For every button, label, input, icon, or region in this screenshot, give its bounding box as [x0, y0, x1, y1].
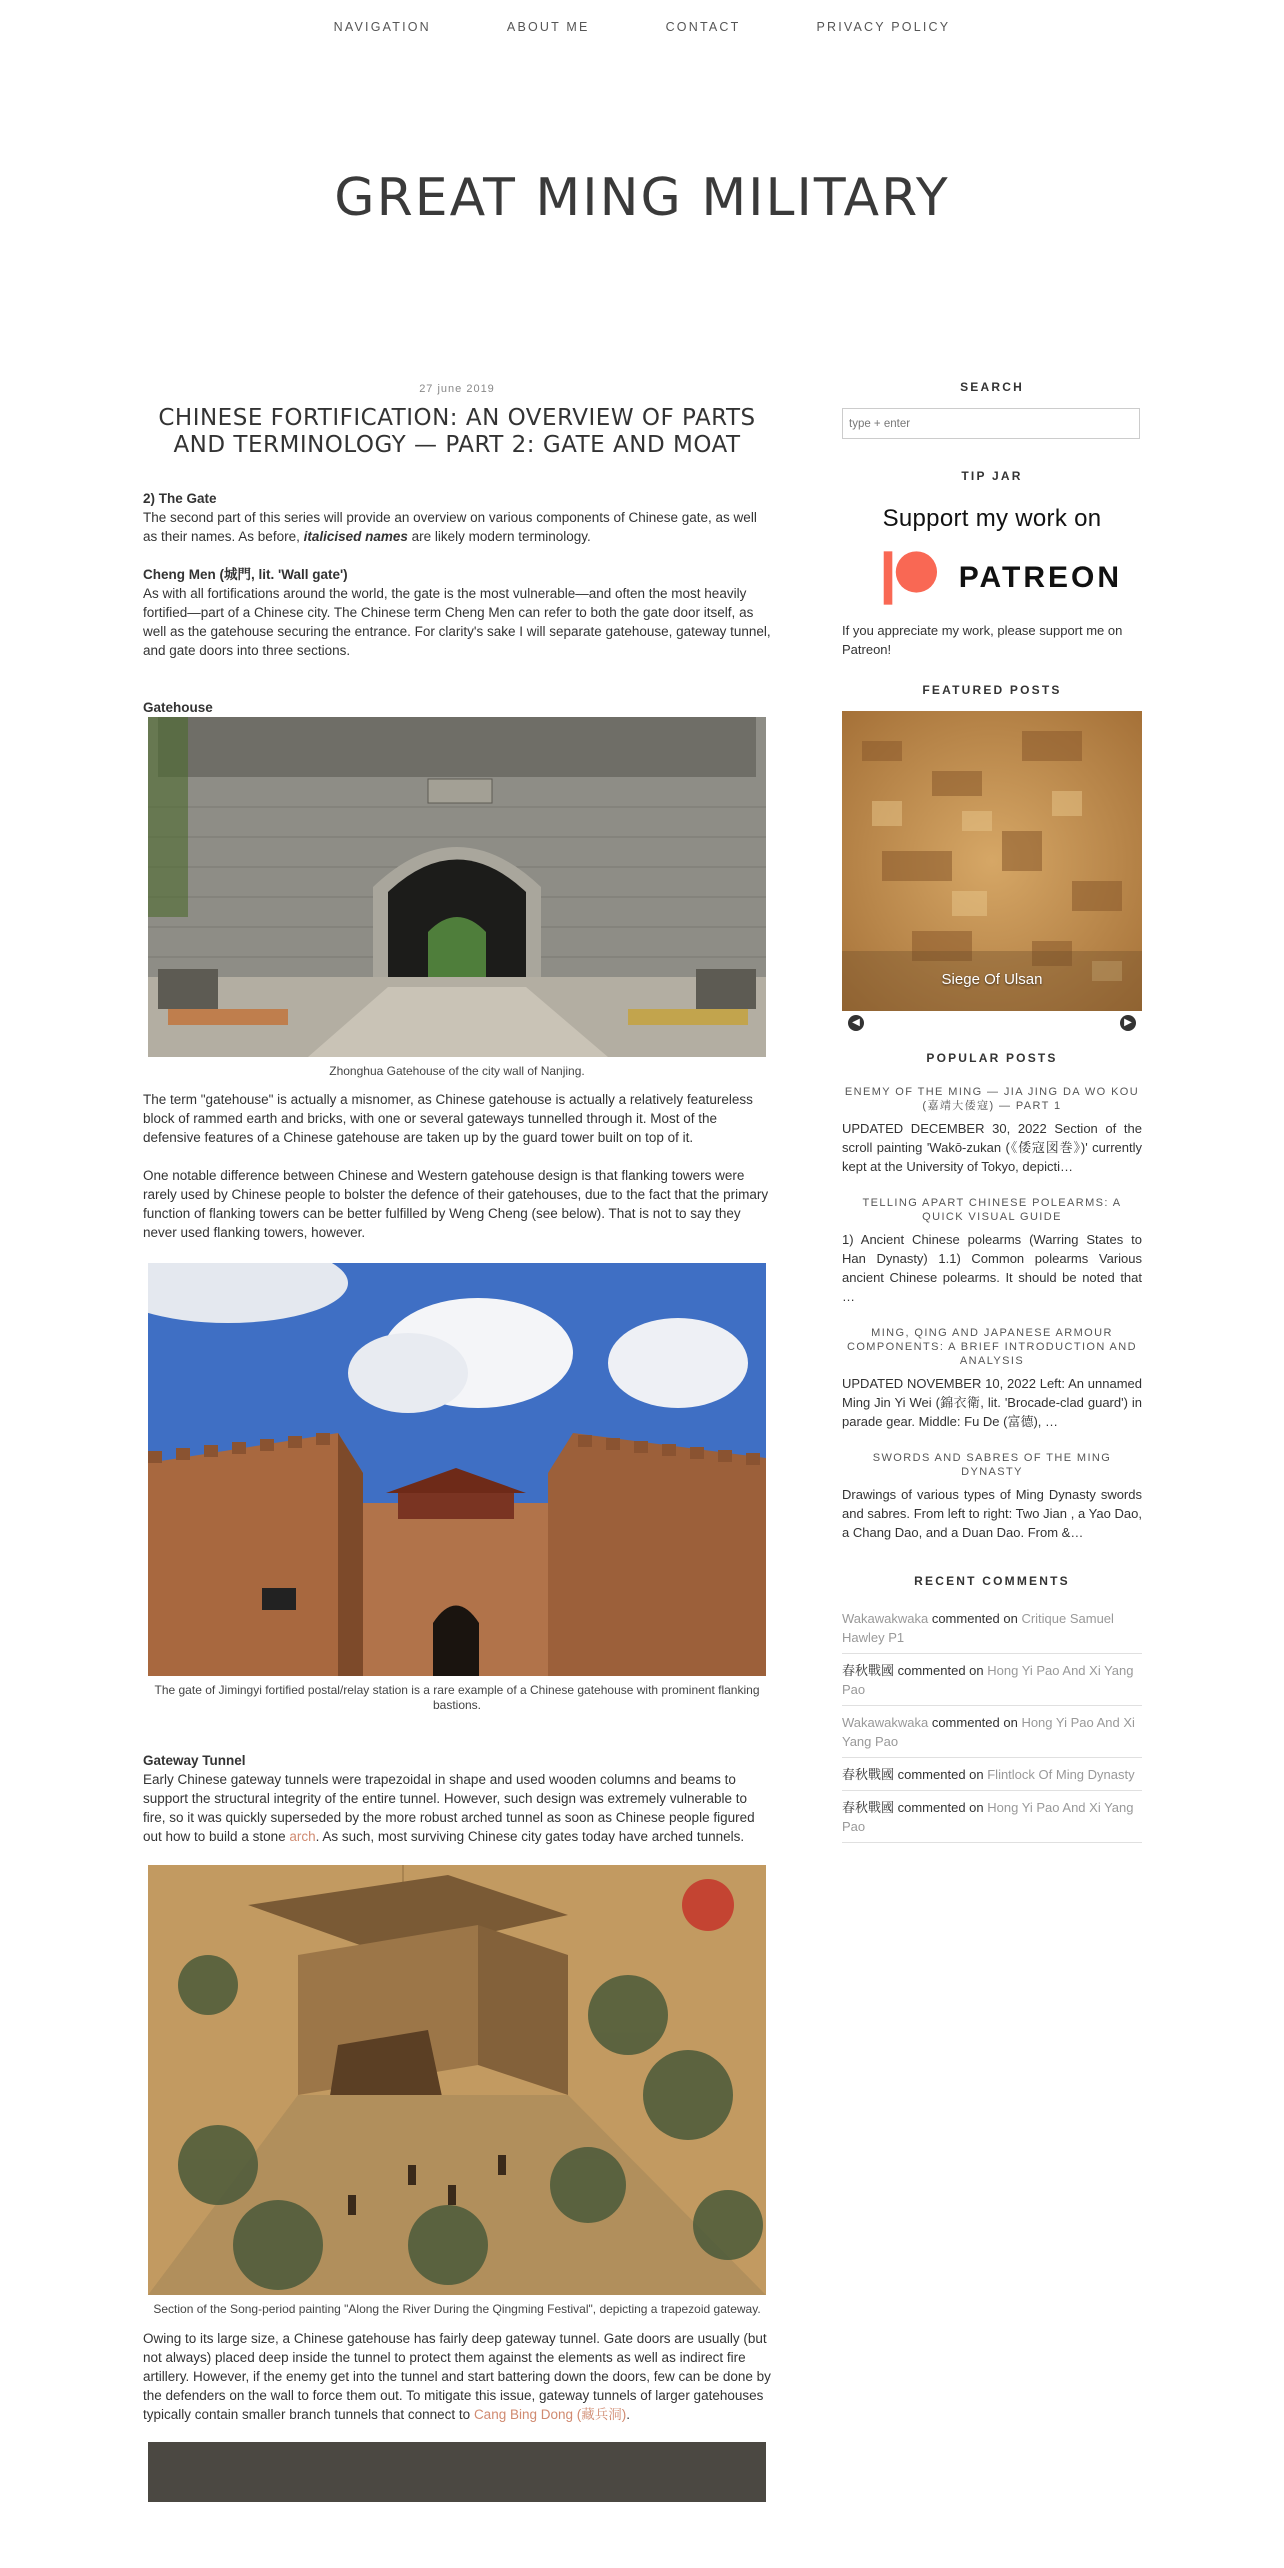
popular-posts-title: POPULAR POSTS — [926, 1051, 1058, 1065]
popular-post-excerpt: UPDATED NOVEMBER 10, 2022 Left: An unnamed Ming Jin Yi Wei (錦衣衛, lit. 'Brocade-clad guard') in parade gear. Middle: Fu De (富德), … — [842, 1376, 1142, 1429]
popular-post-excerpt: UPDATED DECEMBER 30, 2022 Section of the scroll painting 'Wakō-zukan (《倭寇図巻》)' currently kept at the University of Tokyo, depicti… — [842, 1121, 1142, 1174]
popular-post-link[interactable]: ENEMY OF THE MING — JIA JING DA WO KOU (嘉靖大倭寇) — PART 1 — [844, 1086, 1140, 1112]
comment-author: 春秋戰國 — [842, 1800, 895, 1815]
popular-post-link[interactable]: TELLING APART CHINESE POLEARMS: A QUICK VISUAL GUIDE — [862, 1197, 1122, 1223]
emphasis-text: italicised names — [303, 529, 408, 544]
section-heading-gatehouse: Gatehouse — [143, 700, 213, 715]
paragraph: Owing to its large size, a Chinese gatehouse has fairly deep gateway tunnel. Gate doors are usually (but not always) placed deep inside the tunnel to protect them against the elements as well as indirect fire artillery. However, if the enemy get into the tunnel and start battering down the doors, few can be done by the defenders on the wall to force them out. To mitigate this issue, gateway tunnels of larger gatehouses typically contain smaller branch tunnels that connect to Cang Bing Dong (藏兵洞). — [143, 2331, 771, 2422]
post-image-jimingyi-gate[interactable] — [148, 1263, 766, 1681]
comment-post-link[interactable]: Hong Yi Pao And Xi Yang Pao — [842, 1663, 1134, 1697]
jimingyi-gate-photo — [148, 1263, 766, 1676]
post-title: CHINESE FORTIFICATION: AN OVERVIEW OF PARTS AND TERMINOLOGY — PART 2: GATE AND MOAT — [158, 405, 756, 458]
section-heading-cheng-men: Cheng Men (城門, lit. 'Wall gate') — [143, 567, 348, 582]
site-title[interactable]: GREAT MING MILITARY — [334, 168, 950, 228]
featured-post-image — [842, 711, 1142, 1011]
nav-item-navigation[interactable]: NAVIGATION — [333, 20, 431, 34]
image-caption: Zhonghua Gatehouse of the city wall of Nanjing. — [329, 1064, 585, 1078]
post-image-qingming-painting[interactable] — [148, 1865, 766, 2300]
slider-next-icon[interactable]: ▶ — [1120, 1015, 1136, 1031]
paragraph: Early Chinese gateway tunnels were trapezoidal in shape and used wooden columns and beams to support the structural integrity of the entire tunnel. However, such design was extremely vulnerable to fire, so it was quickly superseded by the more robust arched tunnel as soon as Chinese people figured out how to build a stone arch. As such, most surviving Chinese city gates today have arched tunnels. — [143, 1772, 755, 1844]
search-input[interactable]: type + enter — [842, 408, 1140, 439]
popular-post-link[interactable]: MING, QING AND JAPANESE ARMOUR COMPONENTS: A BRIEF INTRODUCTION AND ANALYSIS — [847, 1327, 1137, 1367]
popular-post-link[interactable]: SWORDS AND SABRES OF THE MING DYNASTY — [872, 1452, 1112, 1478]
featured-post-slide[interactable] — [842, 711, 1142, 1011]
patreon-icon — [882, 545, 939, 611]
search-widget-title: SEARCH — [960, 380, 1024, 394]
comment-author: 春秋戰國 — [842, 1767, 895, 1782]
comment-author[interactable]: Wakawakwaka — [842, 1715, 929, 1730]
popular-post-item — [842, 1451, 1142, 1542]
post-date: 27 june 2019 — [419, 383, 495, 395]
slider-controls — [842, 1015, 1142, 1031]
paragraph: One notable difference between Chinese and Western gatehouse design is that flanking towers were rarely used by Chinese people to bolster the defence of their gatehouses, due to the fact that the primary function of flanking towers can be better fulfilled by Weng Cheng (see below). That is not to say they never used flanking towers, however. — [143, 1168, 769, 1240]
section-heading-gateway-tunnel: Gateway Tunnel — [143, 1753, 246, 1768]
patreon-wordmark: PATREON — [958, 561, 1122, 594]
recent-comments-title: RECENT COMMENTS — [914, 1574, 1070, 1588]
nav-item-privacy-policy[interactable]: PRIVACY POLICY — [816, 20, 951, 34]
post-image-next[interactable] — [148, 2442, 766, 2507]
zhonghua-gate-photo — [148, 717, 766, 1057]
link-cang-bing-dong[interactable]: Cang Bing Dong (藏兵洞) — [473, 2407, 627, 2422]
patreon-banner[interactable] — [862, 505, 1122, 611]
comment-author[interactable]: Wakawakwaka — [842, 1611, 929, 1626]
post-article — [143, 380, 771, 2507]
nav-item-contact[interactable]: CONTACT — [665, 20, 741, 34]
popular-post-excerpt: Drawings of various types of Ming Dynasty swords and sabres. From left to right: Two Jian , a Yao Dao, a Chang Dao, and a Duan Dao. From &… — [842, 1487, 1142, 1540]
section-heading-gate: 2) The Gate — [143, 491, 217, 506]
paragraph: As with all fortifications around the world, the gate is the most vulnerable—and often the most heavily fortified—part of a Chinese city. The Chinese term Cheng Men can refer to both the gate door itself, as well as the gatehouse securing the entrance. For clarity's sake I will separate gatehouse, gateway tunnel, and gate doors into three sections. — [143, 586, 771, 658]
image-caption: The gate of Jimingyi fortified postal/relay station is a rare example of a Chinese gatehouse with prominent flanking bastions. — [154, 1683, 760, 1712]
recent-comment: 春秋戰國 commented on Flintlock Of Ming Dynasty — [842, 1758, 1142, 1791]
image-caption: Section of the Song-period painting "Along the River During the Qingming Festival", depicting a trapezoid gateway. — [153, 2302, 761, 2316]
comment-post-link[interactable]: Hong Yi Pao And Xi Yang Pao — [842, 1800, 1134, 1834]
qingming-painting-image — [148, 1865, 766, 2295]
comment-post-link[interactable]: Hong Yi Pao And Xi Yang Pao — [842, 1715, 1135, 1749]
featured-post-caption[interactable]: Siege Of Ulsan — [941, 971, 1043, 988]
popular-post-item — [842, 1326, 1142, 1431]
link-arch[interactable]: arch — [289, 1829, 316, 1844]
sidebar — [842, 380, 1142, 1843]
comment-author: 春秋戰國 — [842, 1663, 895, 1678]
recent-comment: Wakawakwaka commented on Critique Samuel Hawley P1 — [842, 1602, 1142, 1654]
featured-posts-title: FEATURED POSTS — [922, 683, 1062, 697]
paragraph: The term "gatehouse" is actually a misnomer, as Chinese gatehouse is actually a relatively featureless block of rammed earth and bricks, with one or several gateways tunnelled through it. Most of the defensive features of a Chinese gatehouse are taken up by the guard tower built on top of it. — [143, 1092, 753, 1145]
nav-item-about-me[interactable]: ABOUT ME — [506, 20, 590, 34]
comment-post-link[interactable]: Flintlock Of Ming Dynasty — [987, 1767, 1135, 1782]
popular-post-item — [842, 1196, 1142, 1306]
next-image-top — [148, 2442, 766, 2502]
slider-prev-icon[interactable]: ◀ — [848, 1015, 864, 1031]
top-navigation — [0, 0, 1284, 56]
popular-post-excerpt: 1) Ancient Chinese polearms (Warring States to Han Dynasty) 1.1) Common polearms Various ancient Chinese polearms. It should be noted that … — [842, 1232, 1142, 1304]
tip-jar-text: If you appreciate my work, please support me on Patreon! — [842, 623, 1123, 657]
recent-comment: 春秋戰國 commented on Hong Yi Pao And Xi Yang Pao — [842, 1654, 1142, 1706]
tip-jar-title: TIP JAR — [961, 469, 1023, 483]
comment-post-link[interactable]: Critique Samuel Hawley P1 — [842, 1611, 1114, 1645]
patreon-logo — [882, 545, 1122, 611]
recent-comment: Wakawakwaka commented on Hong Yi Pao And Xi Yang Pao — [842, 1706, 1142, 1758]
paragraph: The second part of this series will provide an overview on various components of Chinese gate, as well as their names. As before, italicised names are likely modern terminology. — [143, 510, 757, 544]
popular-post-item — [842, 1085, 1142, 1176]
recent-comment: 春秋戰國 commented on Hong Yi Pao And Xi Yang Pao — [842, 1791, 1142, 1843]
patreon-tagline: Support my work on — [882, 505, 1102, 532]
post-image-zhonghua-gate[interactable] — [148, 717, 766, 1062]
